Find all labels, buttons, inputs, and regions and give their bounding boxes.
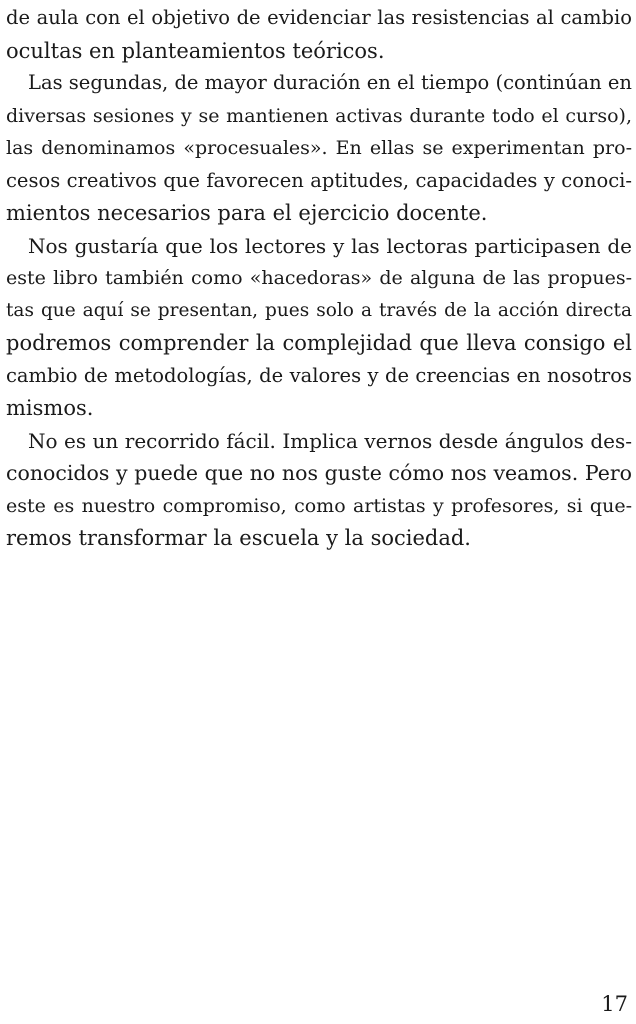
body-text <box>6 2 632 555</box>
text-line: cambio de metodologías, de valores y de creencias en nosotros <box>6 363 632 387</box>
text-line: Las segundas, de mayor duración en el tiempo (continúan en <box>28 71 632 94</box>
text-line: tas que aquí se presentan, pues solo a través de la acción directa <box>6 299 632 321</box>
paragraph-2 <box>6 67 632 230</box>
text-line: este es nuestro compromiso, como artistas y profesores, si que- <box>6 494 632 517</box>
paragraph-1 <box>6 2 632 67</box>
text-line: mientos necesarios para el ejercicio docente. <box>6 201 488 225</box>
text-line: mismos. <box>6 396 94 420</box>
paragraph-3 <box>6 230 632 425</box>
text-line: Nos gustaría que los lectores y las lectoras participasen de <box>28 233 632 258</box>
text-line: ocultas en planteamientos teóricos. <box>6 38 385 63</box>
text-line: conocidos y puede que no nos guste cómo nos veamos. Pero <box>6 461 632 485</box>
page-number: 17 <box>601 992 628 1016</box>
text-line: las denominamos «procesuales». En ellas se experimentan pro- <box>6 137 632 159</box>
text-line: este libro también como «hacedoras» de alguna de las propues- <box>6 267 632 289</box>
text-line: remos transformar la escuela y la sociedad. <box>6 526 471 550</box>
text-line: podremos comprender la complejidad que lleva consigo el <box>6 331 632 355</box>
text-line: cesos creativos que favorecen aptitudes, capacidades y conoci- <box>6 168 632 192</box>
paragraph-4 <box>6 425 632 555</box>
text-line: diversas sesiones y se mantienen activas durante todo el curso), <box>6 104 632 127</box>
text-line: No es un recorrido fácil. Implica vernos desde ángulos des- <box>28 428 632 453</box>
text-line: de aula con el objetivo de evidenciar las resistencias al cambio <box>6 6 632 29</box>
